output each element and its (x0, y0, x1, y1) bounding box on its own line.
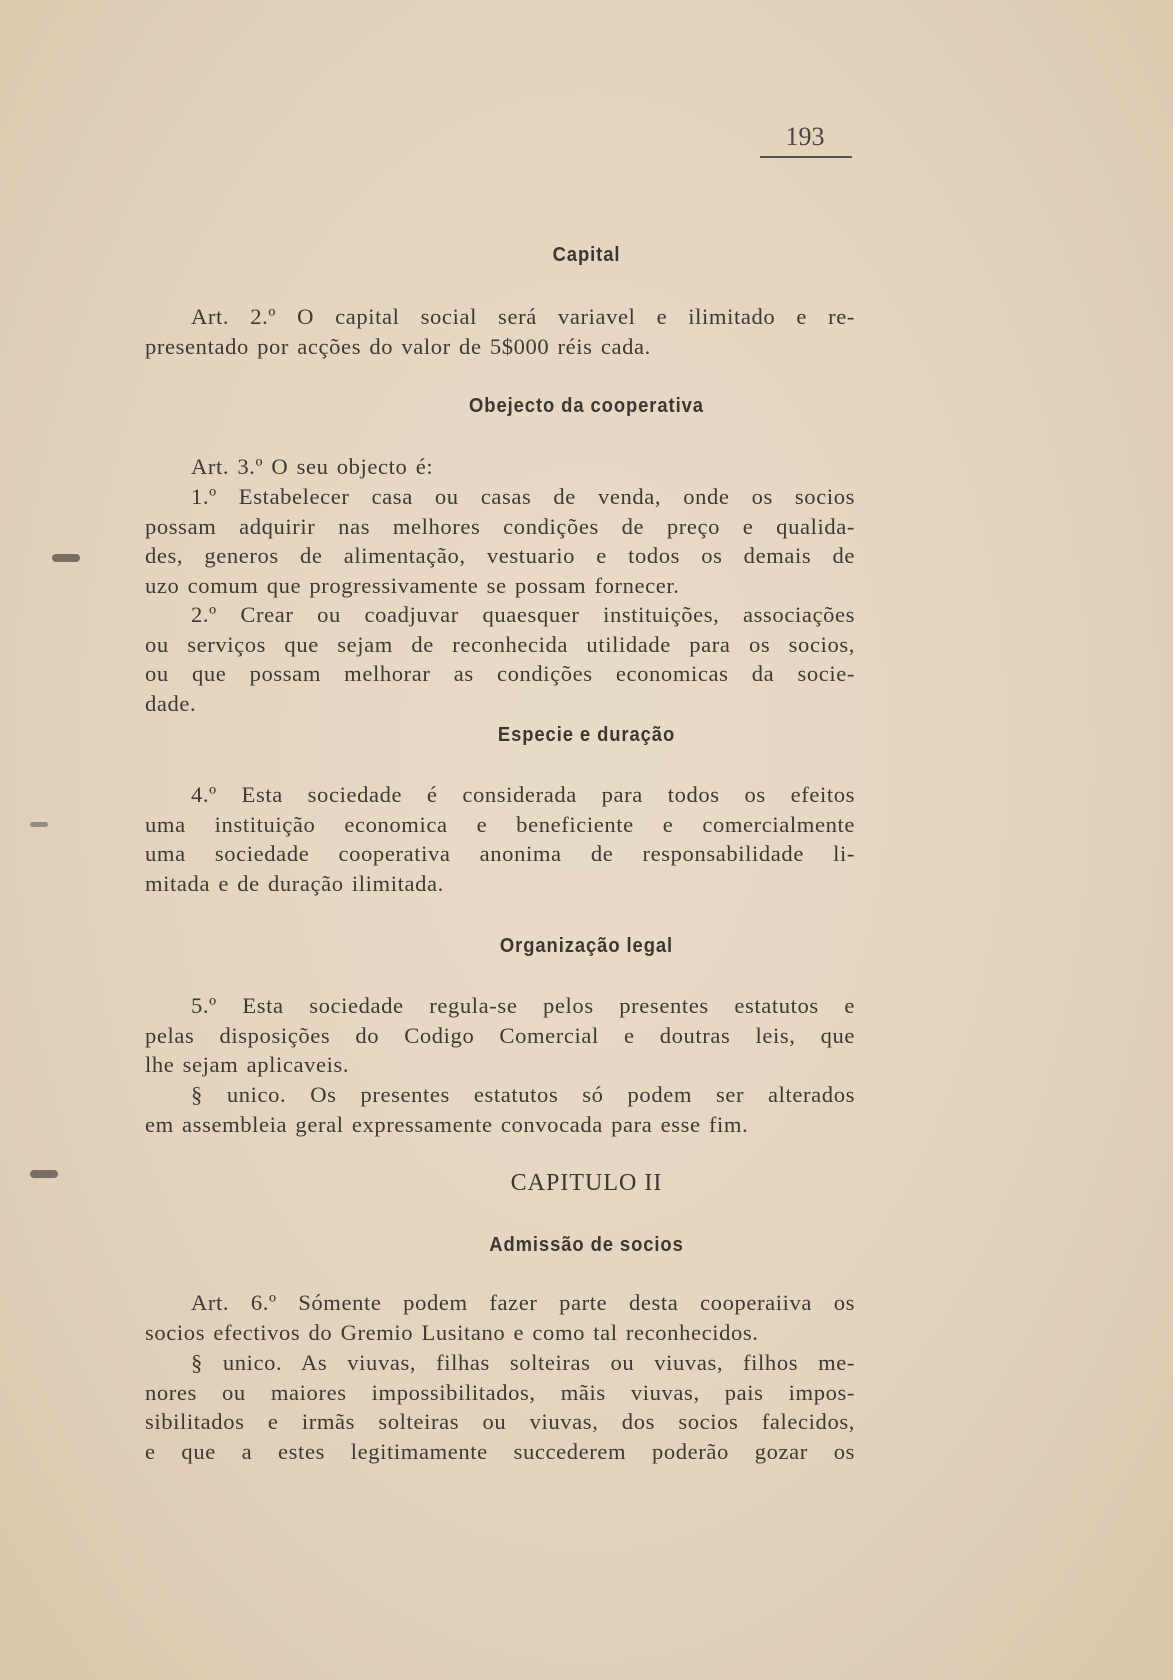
text-line: e que a estes legitimamente succederem poderão gozar os (145, 1438, 855, 1464)
section-heading-objecto: Obejecto da cooperativa (469, 395, 704, 417)
paragraph-unico-1 (145, 1080, 855, 1139)
text-line: ou serviços que sejam de reconhecida utilidade para os socios, (145, 631, 855, 657)
section-heading-especie: Especie e duração (497, 724, 676, 746)
chapter-title: CAPITULO II (510, 1170, 663, 1196)
text-line: 2.º Crear ou coadjuvar quaesquer instituições, associações (191, 602, 855, 627)
text-line: presentado por acções do valor de 5$000 réis cada. (145, 333, 651, 359)
section-heading-organizacao: Organização legal (499, 935, 674, 957)
paragraph-item-2 (145, 600, 855, 718)
text-line: § unico. As viuvas, filhas solteiras ou viuvas, filhos me- (191, 1350, 855, 1375)
paragraph-art-2 (145, 302, 855, 361)
text-line: 1.º Estabelecer casa ou casas de venda, onde os socios (191, 484, 855, 509)
text-line: em assembleia geral expressamente convocada para esse fim. (145, 1111, 749, 1137)
paragraph-item-4 (145, 780, 855, 898)
text-line: ou que possam melhorar as condições economicas da socie- (145, 661, 855, 687)
binding-hole-mark (30, 1170, 58, 1178)
section-heading-admissao: Admissão de socios (489, 1234, 684, 1256)
text-line: mitada e de duração ilimitada. (145, 870, 444, 896)
text-line: Art. 2.º O capital social será variavel e ilimitado e re- (191, 304, 855, 329)
text-line: pelas disposições do Codigo Comercial e doutras leis, que (145, 1022, 855, 1048)
text-line: lhe sejam aplicaveis. (145, 1052, 350, 1078)
binding-hole-mark (52, 554, 80, 562)
section-heading-capital: Capital (552, 244, 621, 266)
text-line: § unico. Os presentes estatutos só podem ser alterados (191, 1082, 855, 1107)
text-line: sibilitados e irmãs solteiras ou viuvas, dos socios falecidos, (145, 1409, 855, 1435)
paragraph-art-6 (145, 1288, 855, 1347)
text-line: possam adquirir nas melhores condições de preço e qualida- (145, 513, 855, 539)
text-line: uma instituição economica e beneficiente e comercialmente (145, 811, 855, 837)
paragraph-unico-2 (145, 1348, 855, 1466)
text-line: dade. (145, 690, 197, 716)
page-number: 193 (785, 122, 825, 151)
text-line: Art. 6.º Sómente podem fazer parte desta cooperaiiva os (191, 1290, 855, 1315)
text-line: 4.º Esta sociedade é considerada para todos os efeitos (191, 782, 855, 807)
paragraph-art-3 (145, 452, 855, 482)
text-line: Art. 3.º O seu objecto é: (191, 454, 434, 479)
text-line: uzo comum que progressivamente se possam fornecer. (145, 572, 680, 598)
paragraph-item-1 (145, 482, 855, 600)
binding-hole-mark (30, 822, 48, 827)
text-line: uma sociedade cooperativa anonima de responsabilidade li- (145, 841, 855, 867)
text-line: des, generos de alimentação, vestuario e todos os demais de (145, 543, 855, 569)
text-line: nores ou maiores impossibilitados, mãis viuvas, pais impos- (145, 1379, 855, 1405)
paragraph-item-5 (145, 991, 855, 1080)
text-line: 5.º Esta sociedade regula-se pelos presentes estatutos e (191, 993, 855, 1018)
text-line: socios efectivos do Gremio Lusitano e como tal reconhecidos. (145, 1319, 759, 1345)
page-number-underline (760, 156, 852, 158)
